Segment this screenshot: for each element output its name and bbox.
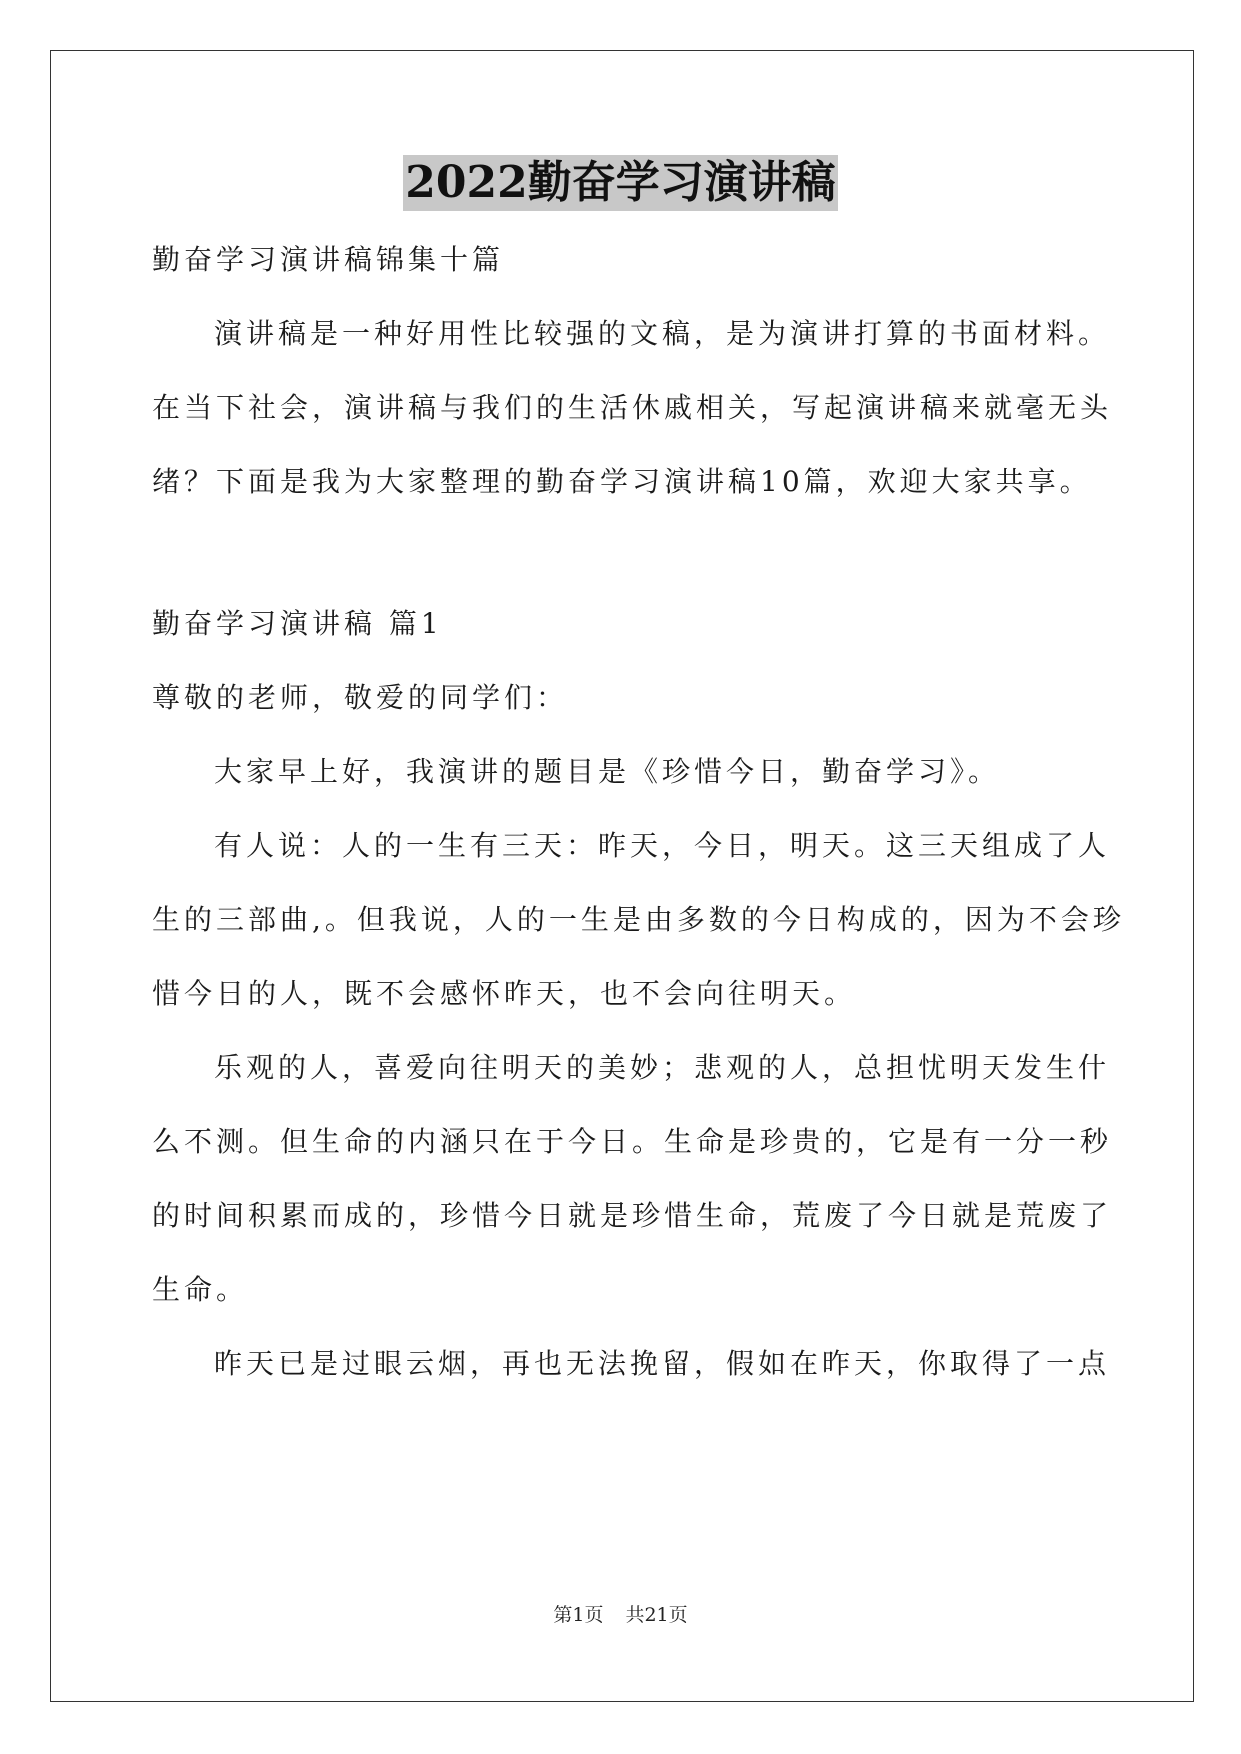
intro-line-3: 绪？下面是我为大家整理的勤奋学习演讲稿10篇，欢迎大家共享。 (152, 465, 1092, 498)
body-line-7: 的时间积累而成的，珍惜今日就是珍惜生命，荒废了今日就是荒废了 (152, 1199, 1113, 1232)
greeting: 尊敬的老师，敬爱的同学们： (152, 681, 569, 714)
title-container (0, 155, 1241, 211)
body-line-9: 昨天已是过眼云烟，再也无法挽留，假如在昨天，你取得了一点 (214, 1347, 1111, 1380)
document-title: 2022勤奋学习演讲稿 (403, 155, 837, 211)
body-line-2: 有人说：人的一生有三天：昨天，今日，明天。这三天组成了人 (214, 829, 1111, 862)
page-footer (0, 1600, 1241, 1627)
body-line-1: 大家早上好，我演讲的题目是《珍惜今日，勤奋学习》。 (214, 755, 1001, 788)
body-line-6: 么不测。但生命的内涵只在于今日。生命是珍贵的，它是有一分一秒 (152, 1125, 1113, 1158)
body-line-8: 生命。 (152, 1273, 249, 1306)
page-number: 第1页 (553, 1604, 604, 1626)
subtitle: 勤奋学习演讲稿锦集十篇 (152, 243, 505, 276)
body-line-4: 惜今日的人，既不会感怀昨天，也不会向往明天。 (152, 977, 857, 1010)
intro-line-1: 演讲稿是一种好用性比较强的文稿，是为演讲打算的书面材料。 (214, 317, 1111, 350)
section-heading: 勤奋学习演讲稿 篇1 (152, 607, 443, 640)
intro-line-2: 在当下社会，演讲稿与我们的生活休戚相关，写起演讲稿来就毫无头 (152, 391, 1113, 424)
body-line-3: 生的三部曲,。但我说，人的一生是由多数的今日构成的，因为不会珍 (152, 903, 1125, 936)
page-total: 共21页 (625, 1604, 688, 1626)
body-line-5: 乐观的人，喜爱向往明天的美妙；悲观的人，总担忧明天发生什 (214, 1051, 1111, 1084)
page-border (50, 50, 1194, 1702)
